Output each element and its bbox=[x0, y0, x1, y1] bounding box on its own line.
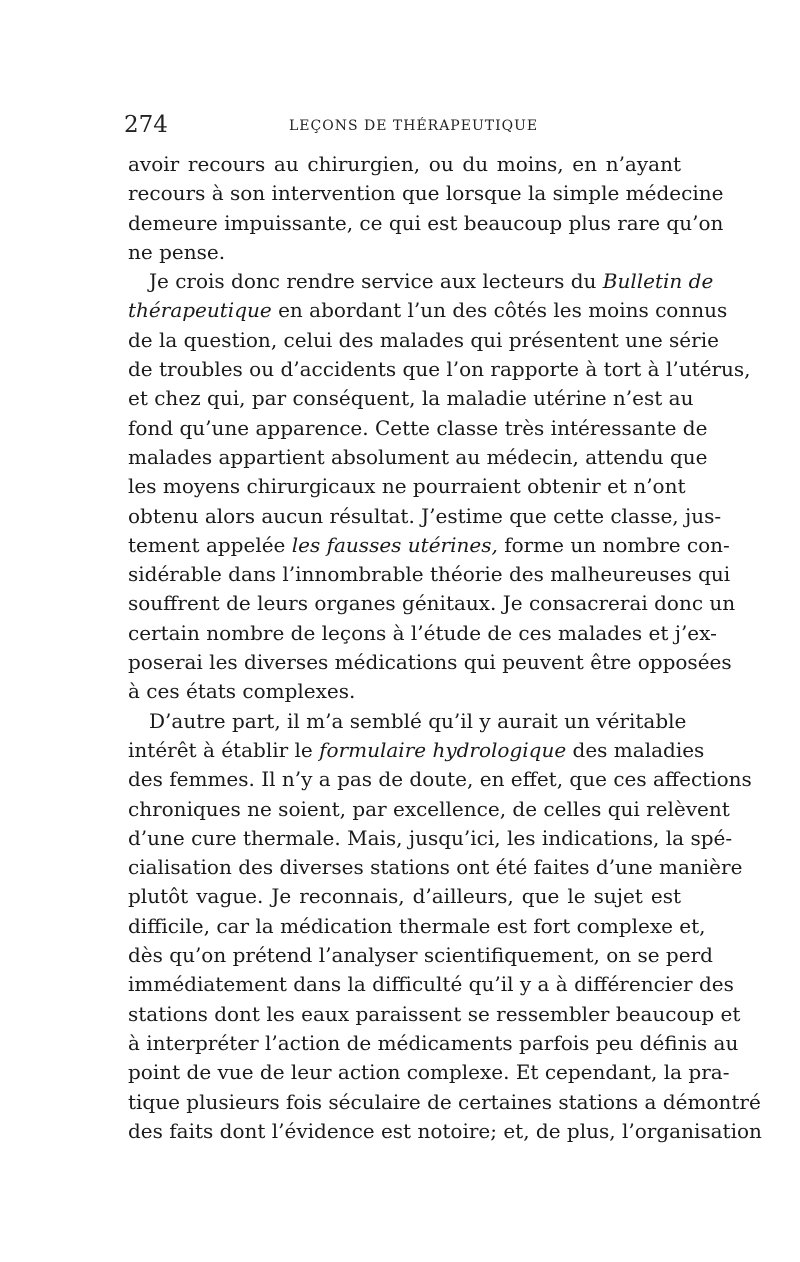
text-segment: en abordant l’un des côtés les moins connus bbox=[278, 298, 728, 323]
text-line: de la question, celui des malades qui présentent une série bbox=[128, 327, 719, 352]
text-line: stations dont les eaux paraissent se ressembler beaucoup et bbox=[128, 1001, 741, 1026]
text-line: recours à son intervention que lorsque la simple médecine bbox=[128, 181, 724, 206]
text-line: à interpréter l’action de médicaments parfois peu définis au bbox=[128, 1030, 739, 1055]
italic-term: les fausses utérines, bbox=[291, 532, 498, 557]
text-segment: tement appelée bbox=[128, 532, 286, 557]
text-line: les moyens chirurgicaux ne pourraient obtenir et n’ont bbox=[128, 474, 686, 499]
text-line: des faits dont l’évidence est notoire; et, de plus, l’organisation bbox=[128, 1118, 762, 1143]
running-title: LEÇONS DE THÉRAPEUTIQUE bbox=[289, 118, 539, 134]
italic-title: Bulletin de bbox=[602, 269, 714, 294]
text-line: certain nombre de leçons à l’étude de ces malades et j’ex- bbox=[128, 620, 717, 645]
text-line: difficile, car la médication thermale est fort complexe et, bbox=[128, 913, 706, 938]
text-line: plutôt vague. Je reconnais, d’ailleurs, que le sujet est bbox=[128, 884, 681, 909]
text-line: à ces états complexes. bbox=[128, 679, 356, 704]
text-line: demeure impuissante, ce qui est beaucoup plus rare qu’on bbox=[128, 210, 724, 235]
text-segment: intérêt à établir le bbox=[128, 737, 313, 762]
text-line: ne pense. bbox=[128, 239, 226, 264]
italic-title: thérapeutique bbox=[128, 298, 272, 323]
text-segment: forme un nombre con- bbox=[504, 532, 730, 557]
text-line: D’autre part, il m’a semblé qu’il y aurait un véritable bbox=[149, 708, 687, 733]
text-line: cialisation des diverses stations ont été faites d’une manière bbox=[128, 855, 743, 880]
text-line bbox=[128, 736, 705, 765]
text-line bbox=[128, 296, 728, 325]
text-line: souffrent de leurs organes génitaux. Je consacrerai donc un bbox=[128, 591, 736, 616]
text-line: des femmes. Il n’y a pas de doute, en effet, que ces affections bbox=[128, 767, 752, 792]
text-segment: des maladies bbox=[572, 737, 705, 762]
text-line: fond qu’une apparence. Cette classe très intéressante de bbox=[128, 415, 708, 440]
text-line: sidérable dans l’innombrable théorie des malheureuses qui bbox=[128, 562, 731, 587]
page-number: 274 bbox=[124, 112, 168, 138]
text-line: poserai les diverses médications qui peuvent être opposées bbox=[128, 650, 732, 675]
text-line: point de vue de leur action complexe. Et cependant, la pra- bbox=[128, 1060, 730, 1085]
running-head bbox=[124, 110, 681, 142]
text-line: immédiatement dans la difficulté qu’il y a à différencier des bbox=[128, 972, 734, 997]
text-line: malades appartient absolument au médecin, attendu que bbox=[128, 444, 708, 469]
text-line: et chez qui, par conséquent, la maladie utérine n’est au bbox=[128, 386, 694, 411]
text-line: chroniques ne soient, par excellence, de celles qui relèvent bbox=[128, 796, 730, 821]
text-line: d’une cure thermale. Mais, jusqu’ici, les indications, la spé- bbox=[128, 825, 733, 850]
text-line: tique plusieurs fois séculaire de certaines stations a démontré bbox=[128, 1089, 761, 1114]
text-line: avoir recours au chirurgien, ou du moins, en n’ayant bbox=[128, 152, 681, 176]
text-segment: Je crois donc rendre service aux lecteurs du bbox=[149, 269, 597, 294]
text-line bbox=[128, 267, 714, 296]
text-line: de troubles ou d’accidents que l’on rapporte à tort à l’utérus, bbox=[128, 357, 751, 382]
text-line: dès qu’on prétend l’analyser scientifiquement, on se perd bbox=[128, 943, 713, 968]
italic-term: formulaire hydrologique bbox=[319, 737, 567, 762]
body-text bbox=[128, 150, 762, 1146]
text-line bbox=[128, 531, 730, 560]
text-line: obtenu alors aucun résultat. J’estime que cette classe, jus- bbox=[128, 503, 722, 528]
